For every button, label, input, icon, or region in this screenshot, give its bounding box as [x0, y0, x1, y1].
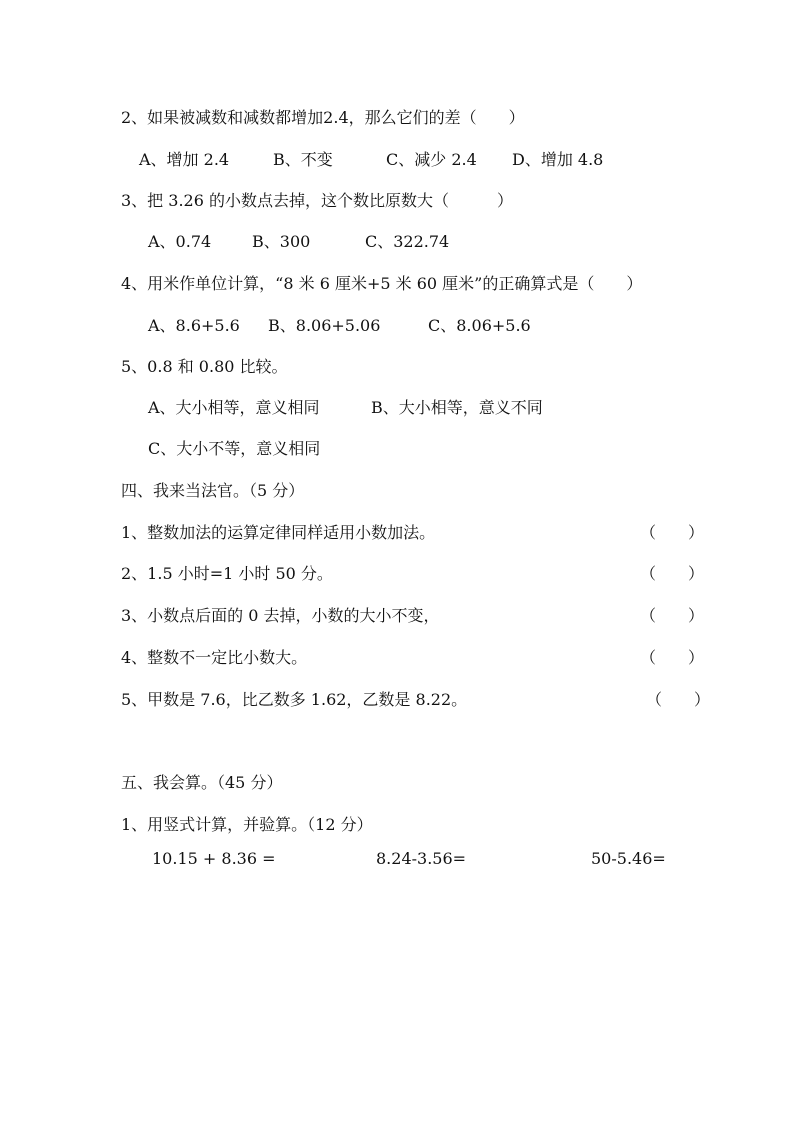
- calc-problem-3: 50-5.46=: [591, 849, 666, 868]
- question-3-option-a: A、0.74: [148, 232, 212, 251]
- judge-item-5-answer-parens: （ ）: [646, 690, 711, 709]
- calc-problem-1: 10.15 + 8.36 =: [152, 849, 276, 868]
- judge-item-3: 3、小数点后面的 0 去掉，小数的大小不变，: [121, 606, 440, 625]
- question-4-option-c: C、8.06+5.6: [428, 316, 531, 335]
- question-2-option-d: D、增加 4.8: [512, 150, 604, 169]
- question-5-option-c: C、大小不等，意义相同: [148, 439, 321, 458]
- judge-item-1-answer-parens: （ ）: [640, 523, 705, 542]
- question-5-option-b: B、大小相等，意义不同: [371, 398, 543, 417]
- judge-item-5: 5、甲数是 7.6，比乙数多 1.62，乙数是 8.22。: [121, 690, 468, 709]
- question-3-option-b: B、300: [252, 232, 311, 251]
- question-2-option-b: B、不变: [273, 150, 333, 169]
- question-3-option-c: C、322.74: [365, 232, 450, 251]
- question-2-stem: 2、如果被减数和减数都增加2.4，那么它们的差（ ）: [121, 108, 525, 127]
- judge-item-2: 2、1.5 小时=1 小时 50 分。: [121, 564, 333, 583]
- judge-item-1: 1、整数加法的运算定律同样适用小数加法。: [121, 523, 436, 542]
- section-5-title: 五、我会算。（45 分）: [121, 773, 283, 792]
- question-2-option-a: A、增加 2.4: [139, 150, 230, 169]
- question-5-option-a: A、大小相等，意义相同: [148, 398, 320, 417]
- question-3-stem: 3、把 3.26 的小数点去掉，这个数比原数大（ ）: [121, 191, 513, 210]
- judge-item-4-answer-parens: （ ）: [640, 648, 705, 667]
- question-2-option-c: C、减少 2.4: [386, 150, 477, 169]
- question-4-stem: 4、用米作单位计算，“8 米 6 厘米+5 米 60 厘米”的正确算式是（ ）: [121, 274, 643, 293]
- section-5-subtitle: 1、用竖式计算，并验算。（12 分）: [121, 815, 373, 834]
- question-4-option-a: A、8.6+5.6: [148, 316, 240, 335]
- judge-item-3-answer-parens: （ ）: [640, 606, 705, 625]
- judge-item-4: 4、整数不一定比小数大。: [121, 648, 308, 667]
- question-4-option-b: B、8.06+5.06: [268, 316, 381, 335]
- question-5-stem: 5、0.8 和 0.80 比较。: [121, 357, 288, 376]
- section-4-title: 四、我来当法官。（5 分）: [121, 481, 305, 500]
- calc-problem-2: 8.24-3.56=: [376, 849, 467, 868]
- judge-item-2-answer-parens: （ ）: [640, 564, 705, 583]
